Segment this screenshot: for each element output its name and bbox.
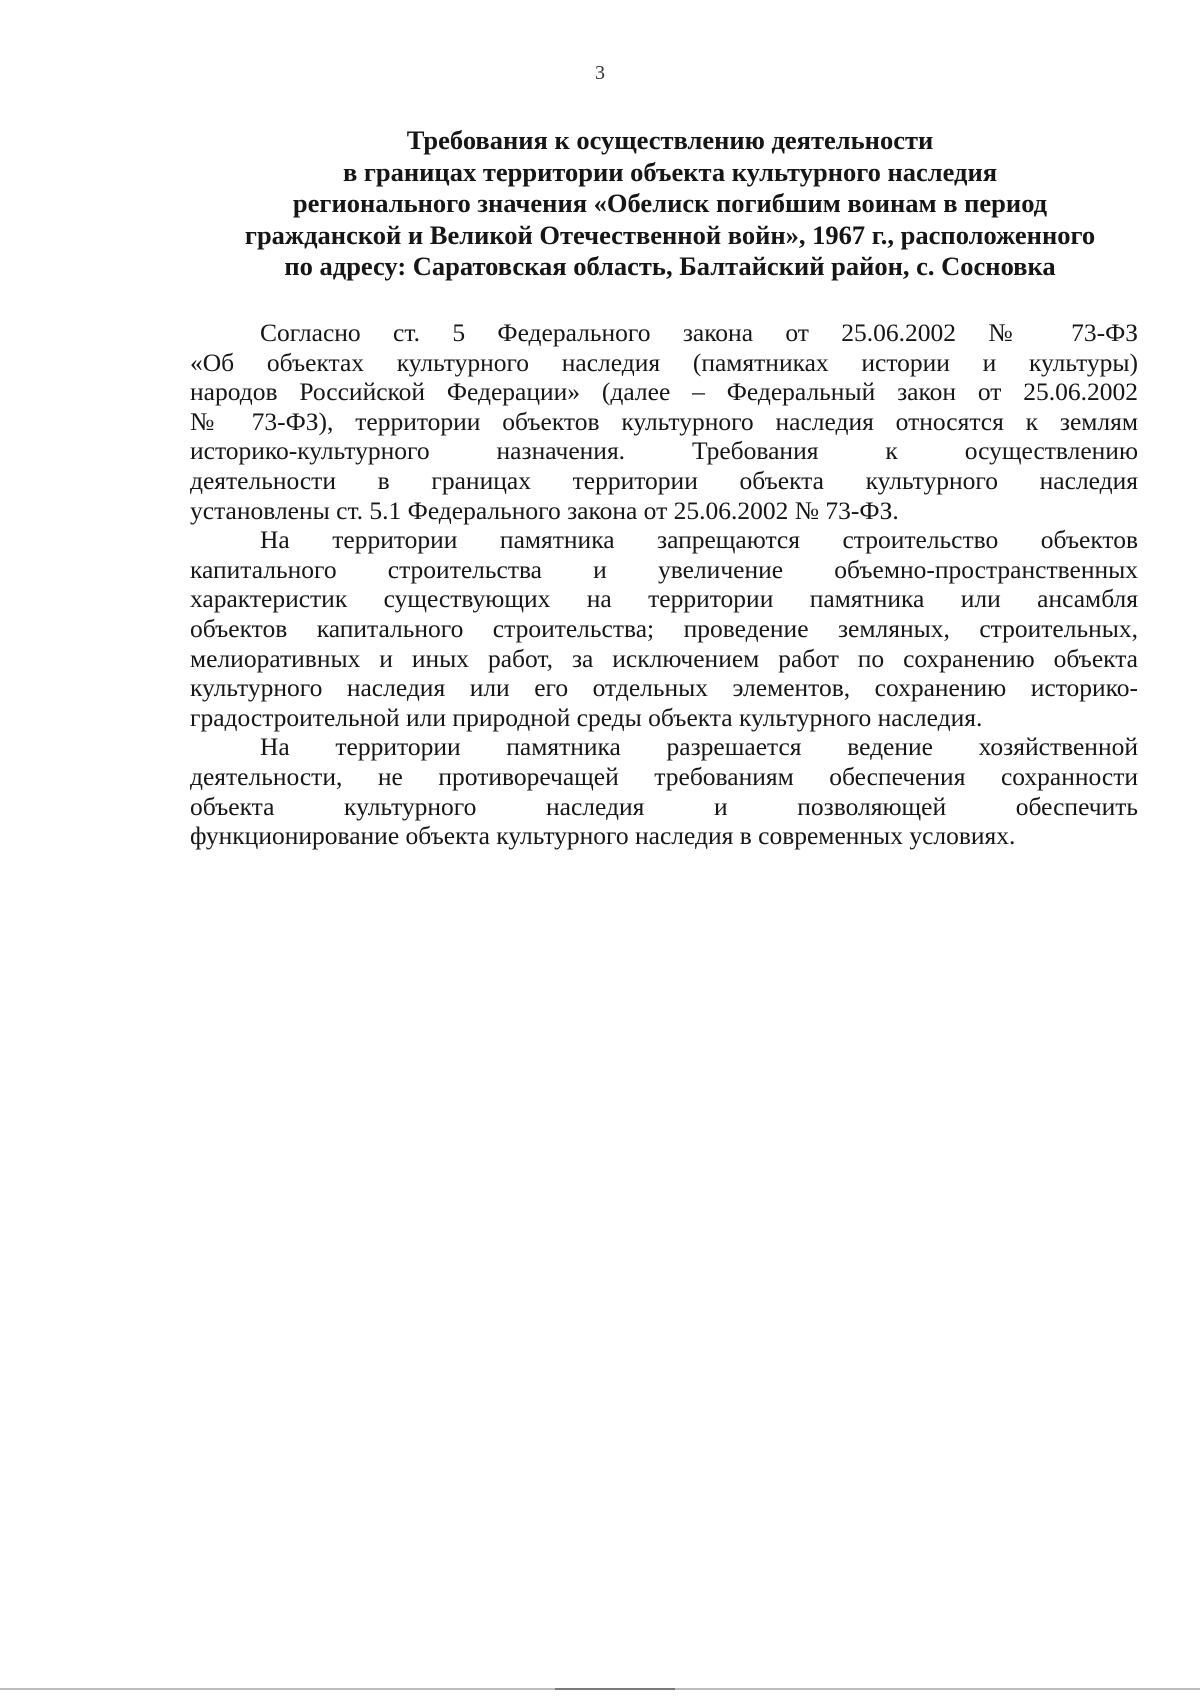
title-line: гражданской и Великой Отечественной войн», 1967 г., расположенного [244,219,1096,250]
paragraph-permissions [190,732,1138,850]
text-line: № 73-ФЗ), территории объектов культурного наследия относятся к землям [190,406,1138,436]
text-line: культурного наследия или его отдельных элементов, сохранению историко- [190,673,1138,703]
text-line: характеристик существующих на территории памятника или ансамбля [190,584,1138,614]
text-line: градостроительной или природной среды объекта культурного наследия. [190,702,983,732]
text-line: деятельности, не противоречащей требованиям обеспечения сохранности [190,761,1138,791]
text-line: капитального строительства и увеличение объемно-пространственных [190,554,1138,584]
page-number: 3 [595,62,605,84]
text-line: «Об объектах культурного наследия (памятниках истории и культуры) [190,347,1138,377]
text-line: историко-культурного назначения. Требования к осуществлению [190,436,1138,466]
text-line: деятельности в границах территории объекта культурного наследия [190,465,1138,495]
title-line: Требования к осуществлению деятельности [406,125,934,155]
scan-edge-line [555,1688,675,1690]
text-line: народов Российской Федерации» (далее – Федеральный закон от 25.06.2002 [190,377,1138,407]
text-line: На территории памятника запрещаются строительство объектов [260,525,1138,555]
text-line: На территории памятника разрешается ведение хозяйственной [260,732,1138,762]
document-title [205,125,1135,283]
paragraph-prohibitions [190,525,1138,732]
document-body [190,318,1138,851]
text-line: объектов капитального строительства; проведение земляных, строительных, [190,613,1138,643]
text-line: объекта культурного наследия и позволяющей обеспечить [190,791,1138,821]
text-line: функционирование объекта культурного наследия в современных условиях. [190,821,1016,851]
title-line: по адресу: Саратовская область, Балтайский район, с. Сосновка [284,251,1056,281]
title-line: в границах территории объекта культурного наследия [342,156,998,187]
text-line: установлены ст. 5.1 Федерального закона от 25.06.2002 № 73-ФЗ. [190,495,899,525]
text-line: Согласно ст. 5 Федерального закона от 25.06.2002 № 73-ФЗ [260,318,1138,347]
title-line: регионального значения «Обелиск погибшим воинам в период [292,188,1048,218]
text-line: мелиоративных и иных работ, за исключением работ по сохранению объекта [190,643,1138,673]
paragraph-legal-basis [190,318,1138,525]
